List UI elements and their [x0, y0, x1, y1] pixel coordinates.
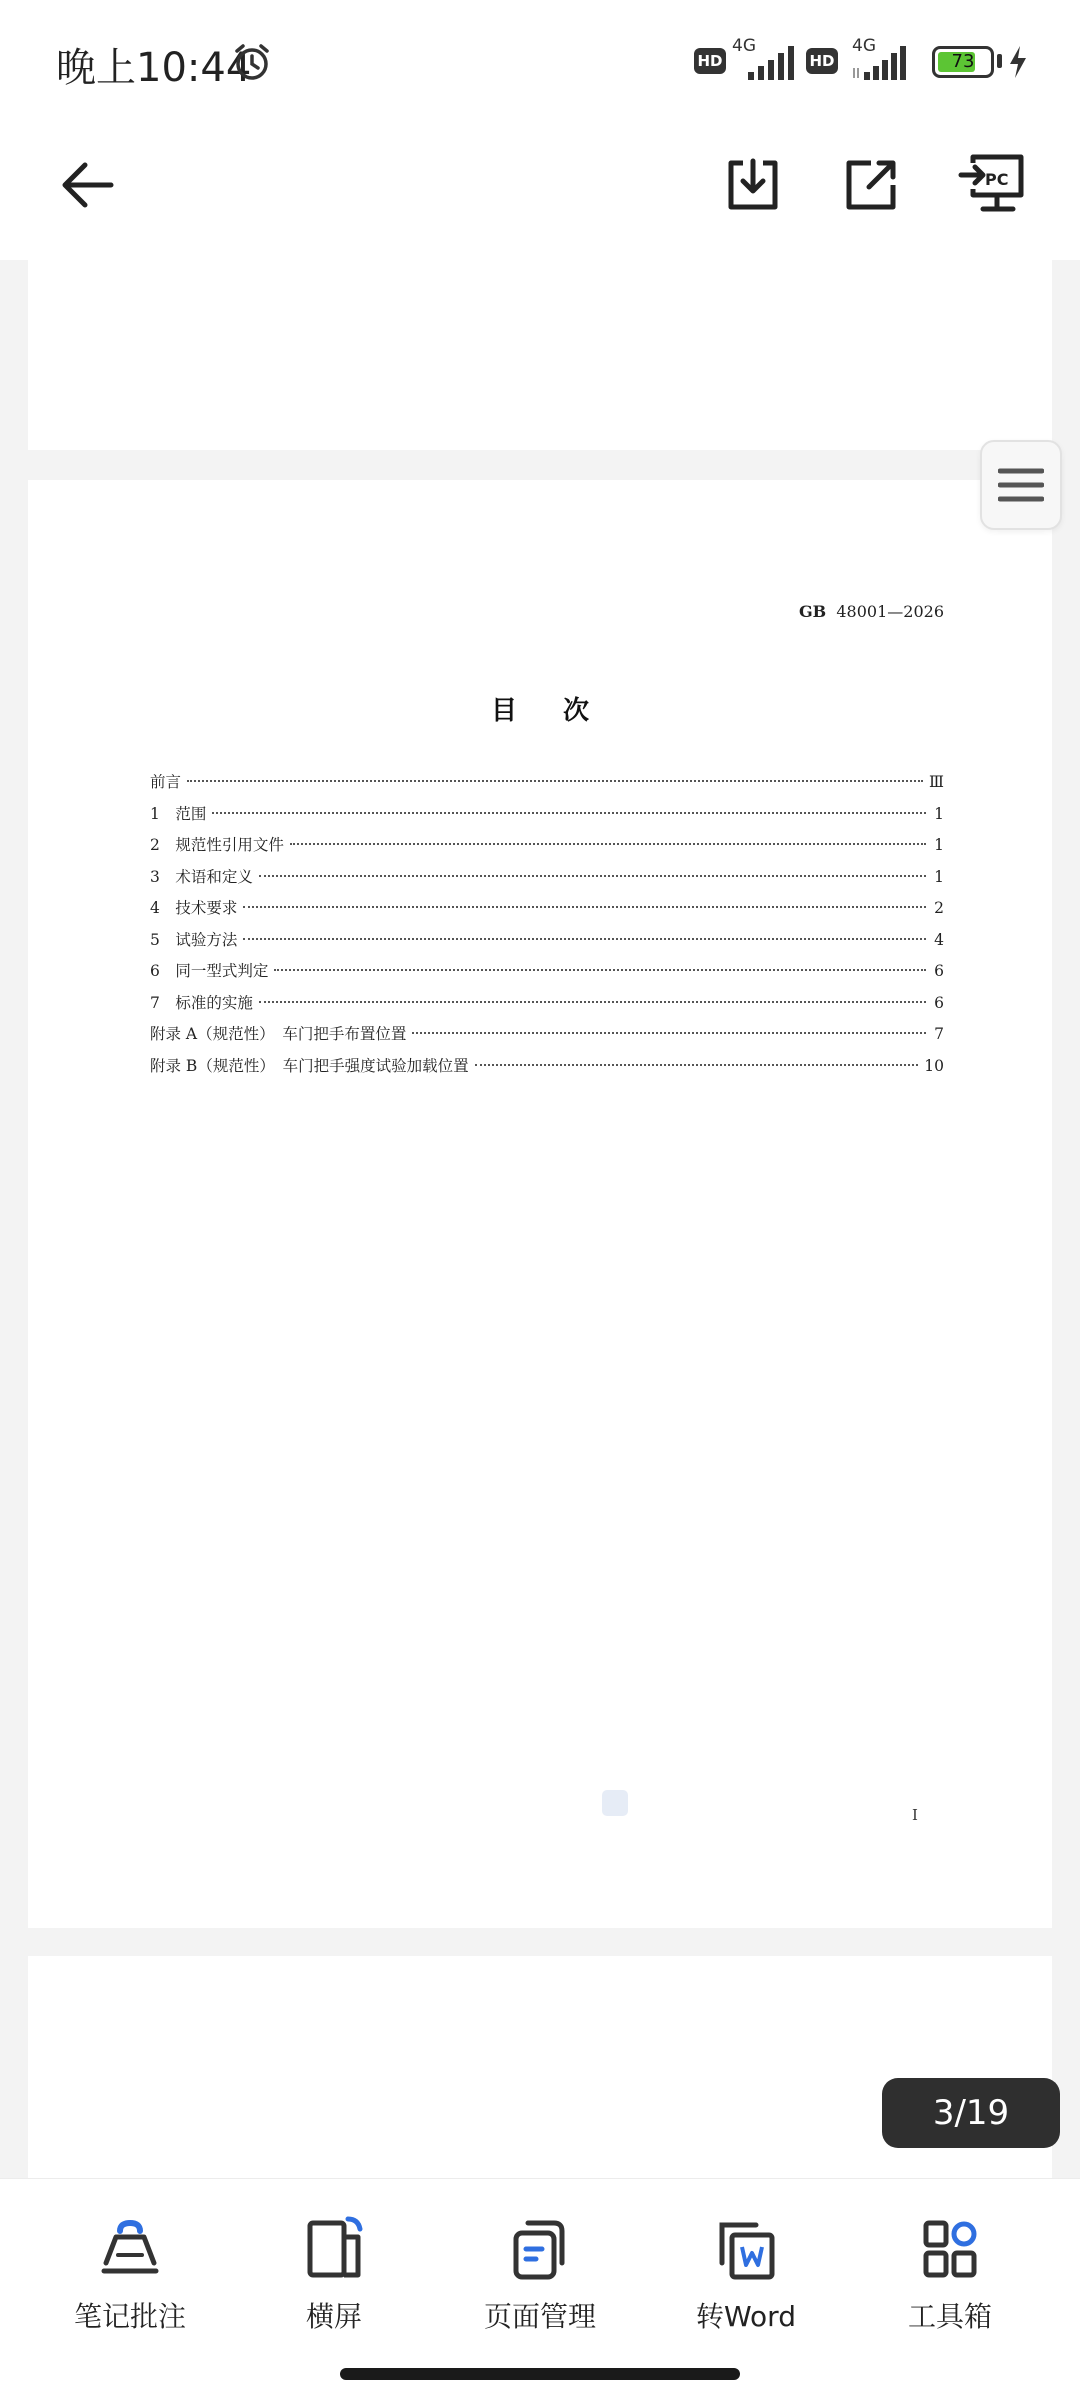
- download-icon: [723, 155, 783, 215]
- toc-leader-dots: [412, 1032, 926, 1034]
- toc-entry[interactable]: [150, 896, 944, 928]
- toc-entry-page: 1: [934, 836, 944, 854]
- network-type: 4G: [732, 36, 756, 56]
- back-button[interactable]: [42, 140, 132, 230]
- toc-leader-dots: [243, 906, 926, 908]
- toc-entry-label: 7 标准的实施: [150, 993, 253, 1012]
- toc-leader-dots: [212, 812, 926, 814]
- toc-leader-dots: [187, 780, 923, 782]
- toolbox-label: 工具箱: [907, 2300, 992, 2333]
- share-button[interactable]: [826, 140, 916, 230]
- toc-entry-label: 附录 B（规范性） 车门把手强度试验加载位置: [150, 1056, 469, 1075]
- network-type: 4G: [852, 36, 876, 56]
- outline-menu-button[interactable]: [980, 440, 1062, 530]
- back-arrow-icon: [57, 155, 117, 215]
- toc-leader-dots: [243, 938, 926, 940]
- toc-entry-page: Ⅲ: [929, 773, 944, 791]
- toc-leader-dots: [274, 969, 926, 971]
- document-page-previous: [28, 260, 1052, 450]
- annotate-label: 笔记批注: [73, 2300, 186, 2333]
- landscape-label: 横屏: [305, 2300, 362, 2333]
- to-word-label: 转Word: [696, 2300, 796, 2333]
- toc-entry-page: 6: [934, 993, 944, 1012]
- document-viewport[interactable]: [0, 260, 1080, 2178]
- charging-bolt-icon: [1006, 44, 1030, 80]
- pc-label: PC: [985, 170, 1009, 189]
- to-word-button[interactable]: [646, 2215, 846, 2345]
- toolbox-button[interactable]: [850, 2215, 1050, 2345]
- toc-entry[interactable]: [150, 959, 944, 991]
- send-to-pc-button[interactable]: [946, 140, 1036, 230]
- pc-transfer-icon: [957, 153, 1025, 217]
- standard-code: [799, 602, 944, 621]
- toc-entry-page: 1: [934, 867, 944, 886]
- sim1-signal: [694, 36, 798, 84]
- toc-entry-page: 7: [934, 1025, 944, 1043]
- toc-entry-page: 2: [934, 899, 944, 917]
- page-manage-label: 页面管理: [483, 2300, 596, 2333]
- toc-entry-page: 6: [934, 962, 944, 980]
- battery-level: 73: [951, 51, 975, 72]
- toc-leader-dots: [259, 1001, 926, 1003]
- toc-leader-dots: [290, 843, 926, 845]
- to-word-icon: [716, 2215, 776, 2281]
- toc-entry[interactable]: [150, 802, 944, 834]
- document-page-current: [28, 480, 1052, 1928]
- toc-title: 目次: [490, 696, 635, 726]
- toc-entry-label: 2 规范性引用文件: [150, 836, 284, 854]
- page-manage-button[interactable]: [440, 2215, 640, 2345]
- toc-entry-label: 附录 A（规范性） 车门把手布置位置: [150, 1025, 407, 1043]
- status-time: 晚上10:44: [56, 45, 252, 91]
- toc-entry-label: 4 技术要求: [150, 899, 238, 917]
- share-icon: [841, 155, 901, 215]
- sim2-signal: [806, 36, 918, 84]
- page-indicator: 3/19: [882, 2078, 1060, 2148]
- page-number-roman: I: [912, 1806, 918, 1824]
- download-button[interactable]: [708, 140, 798, 230]
- alarm-clock-icon: [232, 42, 272, 82]
- toc-entry-page: 1: [934, 804, 944, 823]
- page-manage-icon: [510, 2215, 570, 2281]
- toc-entry[interactable]: [150, 1022, 944, 1054]
- toc-entry-label: 5 试验方法: [150, 930, 238, 949]
- toc-leader-dots: [259, 875, 926, 877]
- signal-bars-icon: [852, 46, 910, 80]
- battery-cap: [997, 54, 1002, 68]
- annotate-icon: [100, 2215, 160, 2281]
- toc-entry[interactable]: [150, 770, 944, 802]
- annotate-button[interactable]: [30, 2215, 230, 2345]
- menu-icon: [998, 465, 1044, 505]
- toc-entry[interactable]: [150, 865, 944, 897]
- bottom-toolbar: [0, 2178, 1080, 2400]
- toc-entry-page: 4: [934, 930, 944, 949]
- home-indicator[interactable]: [340, 2368, 740, 2380]
- standard-prefix: GB: [799, 602, 827, 621]
- battery-icon: [932, 46, 994, 78]
- hd-badge: HD: [694, 48, 726, 74]
- signal-bars-icon: [748, 46, 798, 80]
- status-bar: [0, 0, 1080, 120]
- toc-entry-label: 6 同一型式判定: [150, 962, 269, 980]
- toc-entry[interactable]: [150, 928, 944, 960]
- toolbox-icon: [920, 2215, 980, 2281]
- watermark-logo: [602, 1790, 628, 1816]
- landscape-icon: [304, 2215, 364, 2281]
- toc-entry[interactable]: [150, 1054, 944, 1086]
- standard-number: 48001—2026: [836, 602, 944, 621]
- hd-badge: HD: [806, 48, 838, 74]
- toc-leader-dots: [475, 1064, 919, 1066]
- toc-entry-label: 前言: [150, 773, 182, 791]
- table-of-contents: [150, 770, 944, 1085]
- toc-entry-label: 1 范围: [150, 804, 207, 823]
- top-toolbar: [0, 120, 1080, 260]
- landscape-button[interactable]: [234, 2215, 434, 2345]
- toc-entry[interactable]: [150, 833, 944, 865]
- toc-entry[interactable]: [150, 991, 944, 1023]
- toc-entry-page: 10: [924, 1056, 944, 1075]
- toc-entry-label: 3 术语和定义: [150, 867, 253, 886]
